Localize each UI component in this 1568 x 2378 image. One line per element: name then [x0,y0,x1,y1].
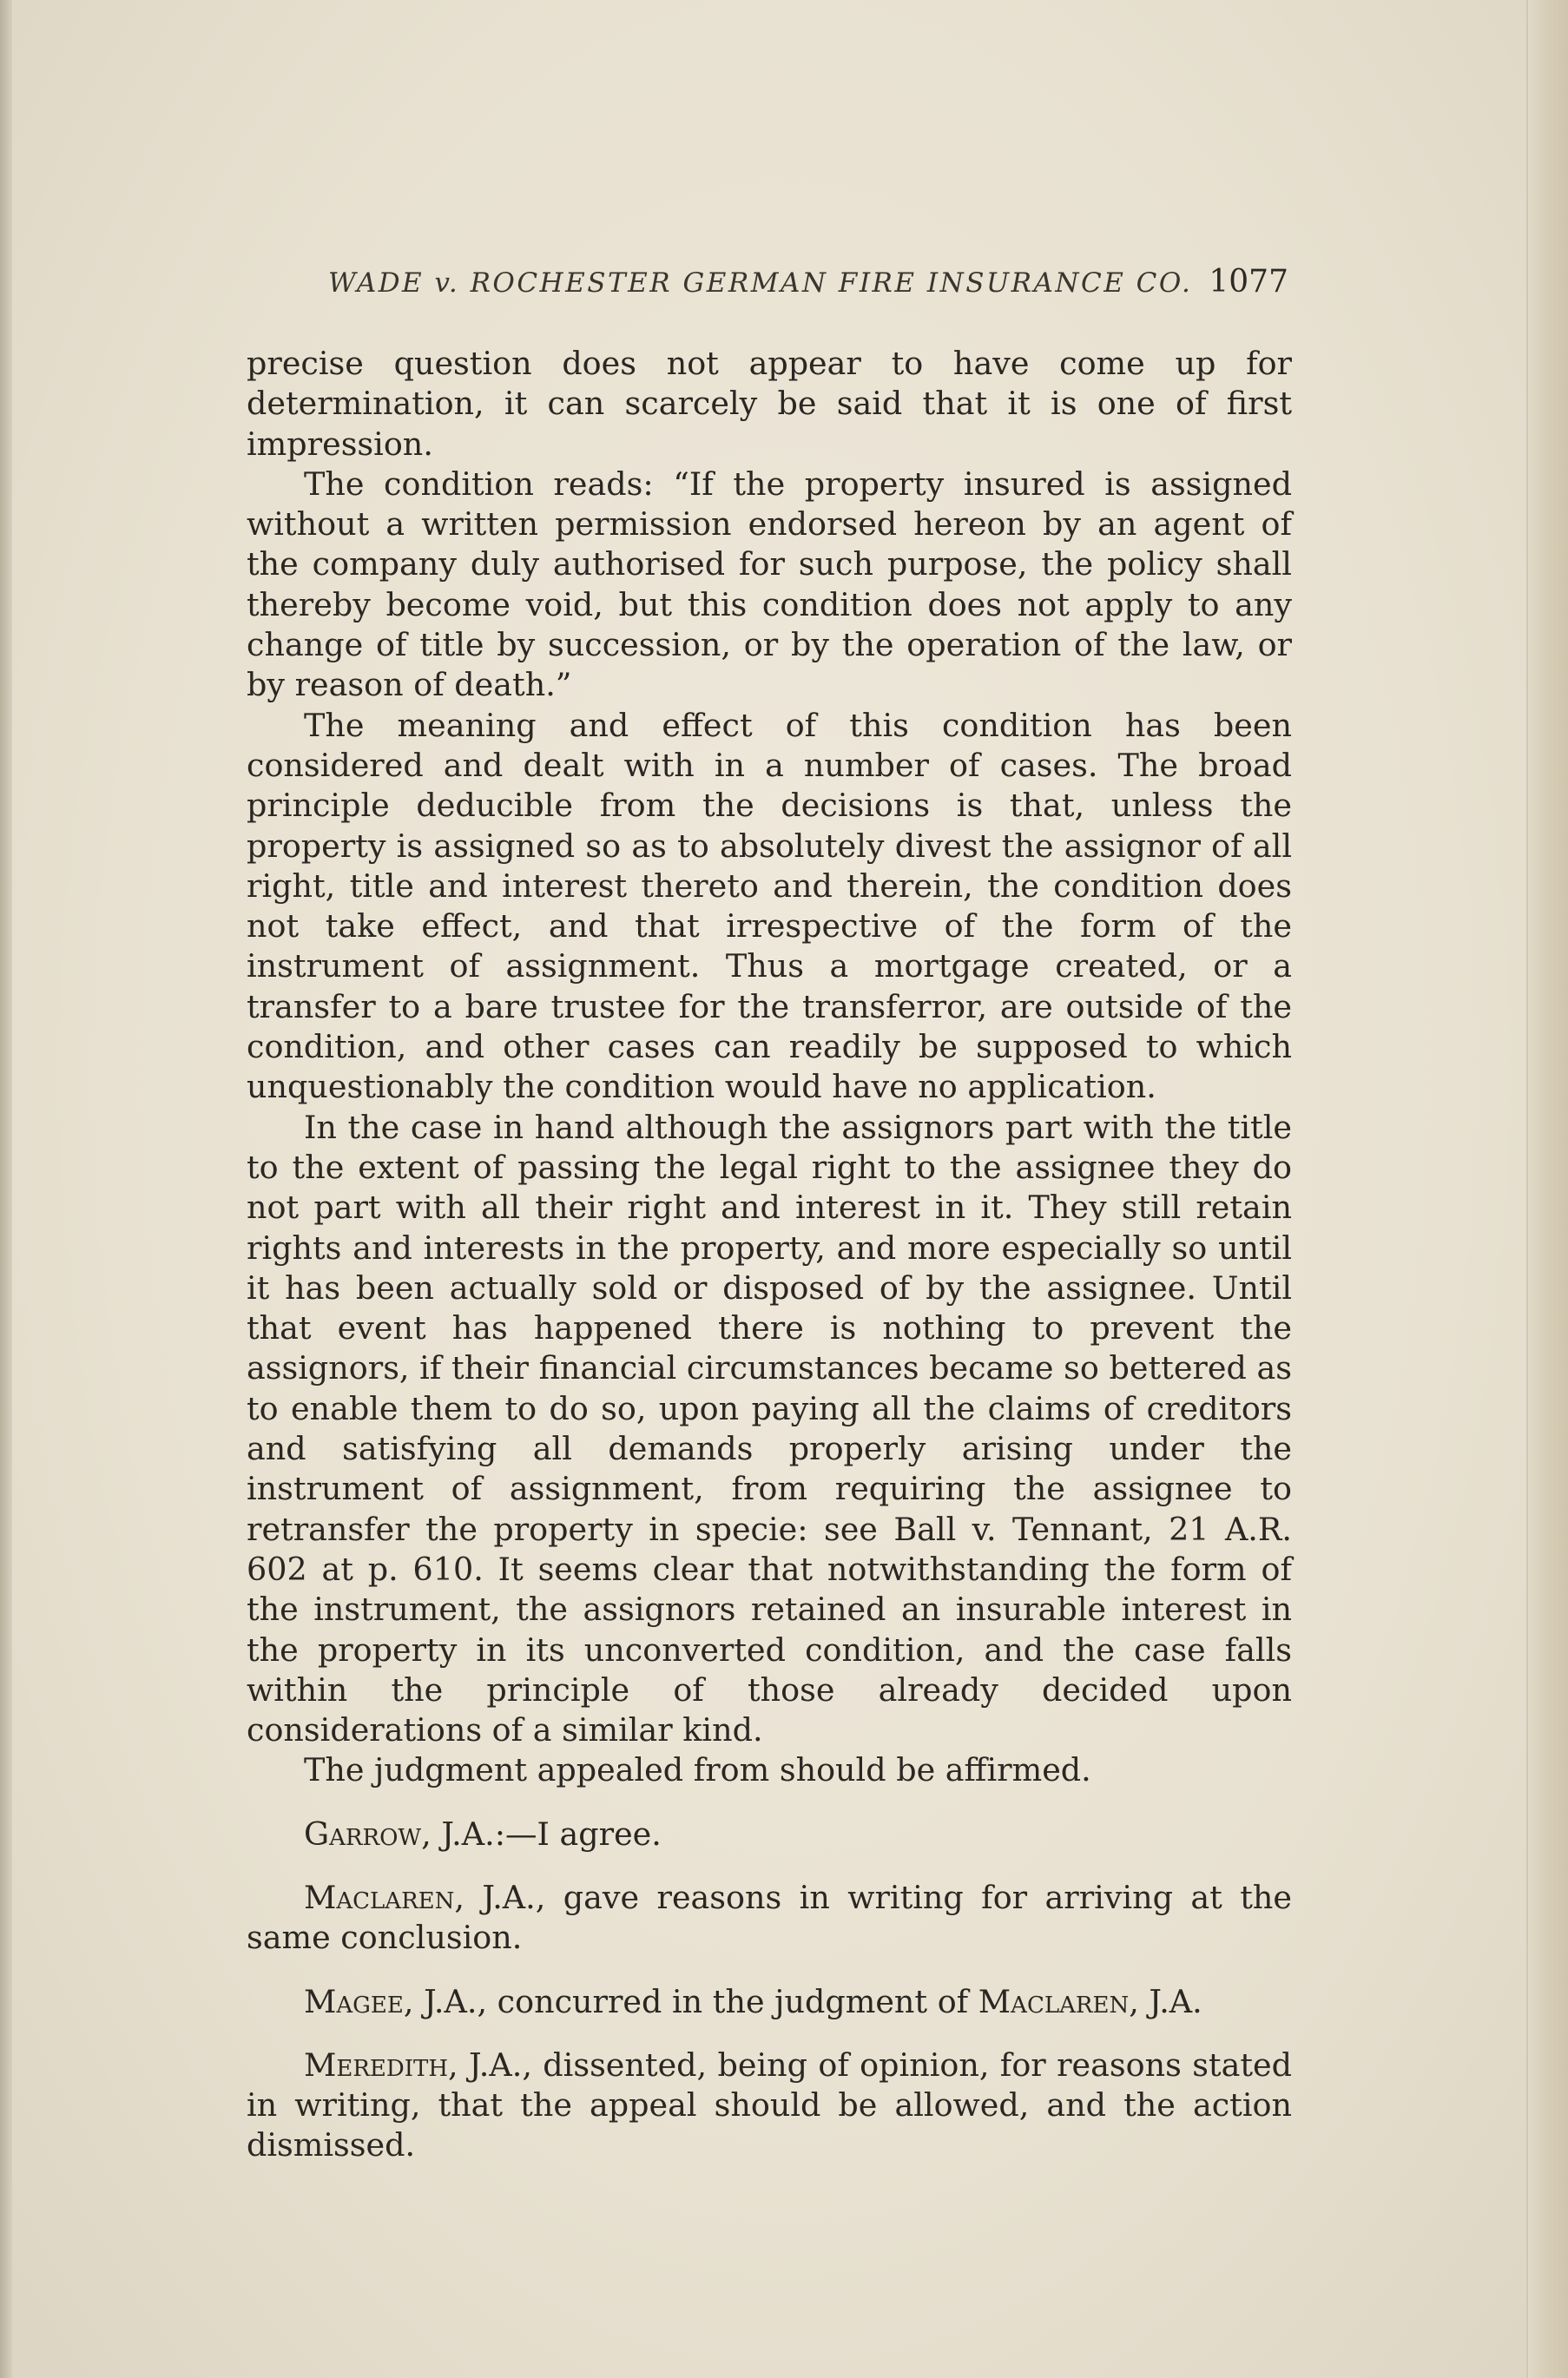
page-edge [1526,0,1568,2378]
paragraph-case-in-hand: In the case in hand although the assignors part with the title to the extent of passing the legal right to the assignee they do not part with all their right and interest in it. They still retain rights and interests in the property, and more especially so until it has been actually sold or disposed of by the assignee. Until that event has happened there is nothing to prevent the assignors, if their financial circumstances became so bettered as to enable them to do so, upon paying all the claims of creditors and satisfying all demands properly arising under the instrument of assignment, from requiring the assignee to retransfer the property in specie: see Ball v. Tennant, 21 A.R. 602 at p. 610. It seems clear that notwithstanding the form of the instrument, the assignors retained an insurable interest in the property in its unconverted condition, and the case falls within the principle of those already decided upon considerations of a similar kind. [247,1108,1292,1749]
running-head-title: WADE v. ROCHESTER GERMAN FIRE INSURANCE CO. [328,267,1193,299]
paragraph-meaning: The meaning and effect of this condition has been considered and dealt with in a number of cases. The broad principle deducible from the decisions is that, unless the property is assigned so as to absolutely divest the assignor of all right, title and interest thereto and therein, the condition does not take effect, and that irrespective of the form of the instrument of assignment. Thus a mortgage created, or a transfer to a bare trustee for the transferror, are outside of the condition, and other cases can readily be supposed to which unquestionably the condition would have no application. [247,706,1292,1106]
paragraph-judgment: The judgment appealed from should be affirmed. [304,1751,1091,1789]
running-header [247,264,1288,306]
body-text [247,344,1292,2166]
opinion-text: , J.A., concurred in the judgment of [403,1982,978,2020]
opinion-text: , J.A.:—I agree. [421,1815,662,1853]
opinion-meredith [247,2045,1292,2166]
opinion-text: , J.A. [1129,1982,1202,2020]
judge-name: Maclaren [304,1878,455,1916]
opinion-magee [247,1982,1292,2022]
page-number: 1077 [1209,264,1288,300]
judge-name: Maclaren [978,1982,1130,2020]
judge-name: Magee [304,1982,404,2020]
page-gutter-shadow [0,0,12,2378]
paragraph-condition: The condition reads: “If the property insured is assigned without a written permission endorsed hereon by an agent of the company duly authorised for such purpose, the policy shall thereby become void, but this condition does not apply to any change of title by succession, or by the operation of the law, or by reason of death.” [247,464,1292,704]
paragraph-continued: precise question does not appear to have come up for determination, it can scarcely be said that it is one of first impression. [247,345,1292,463]
opinion-text: , J.A., dissented, being of opinion, for reasons stated in writing, that the appeal should be allowed, and the action dismissed. [247,2045,1292,2164]
opinion-garrow [247,1815,1292,1854]
judge-name: Meredith [304,2045,449,2084]
opinion-maclaren [247,1878,1292,1959]
opinion-text: , J.A., gave reasons in writing for arriving at the same conclusion. [247,1878,1292,1957]
judge-name: Garrow [304,1815,422,1853]
